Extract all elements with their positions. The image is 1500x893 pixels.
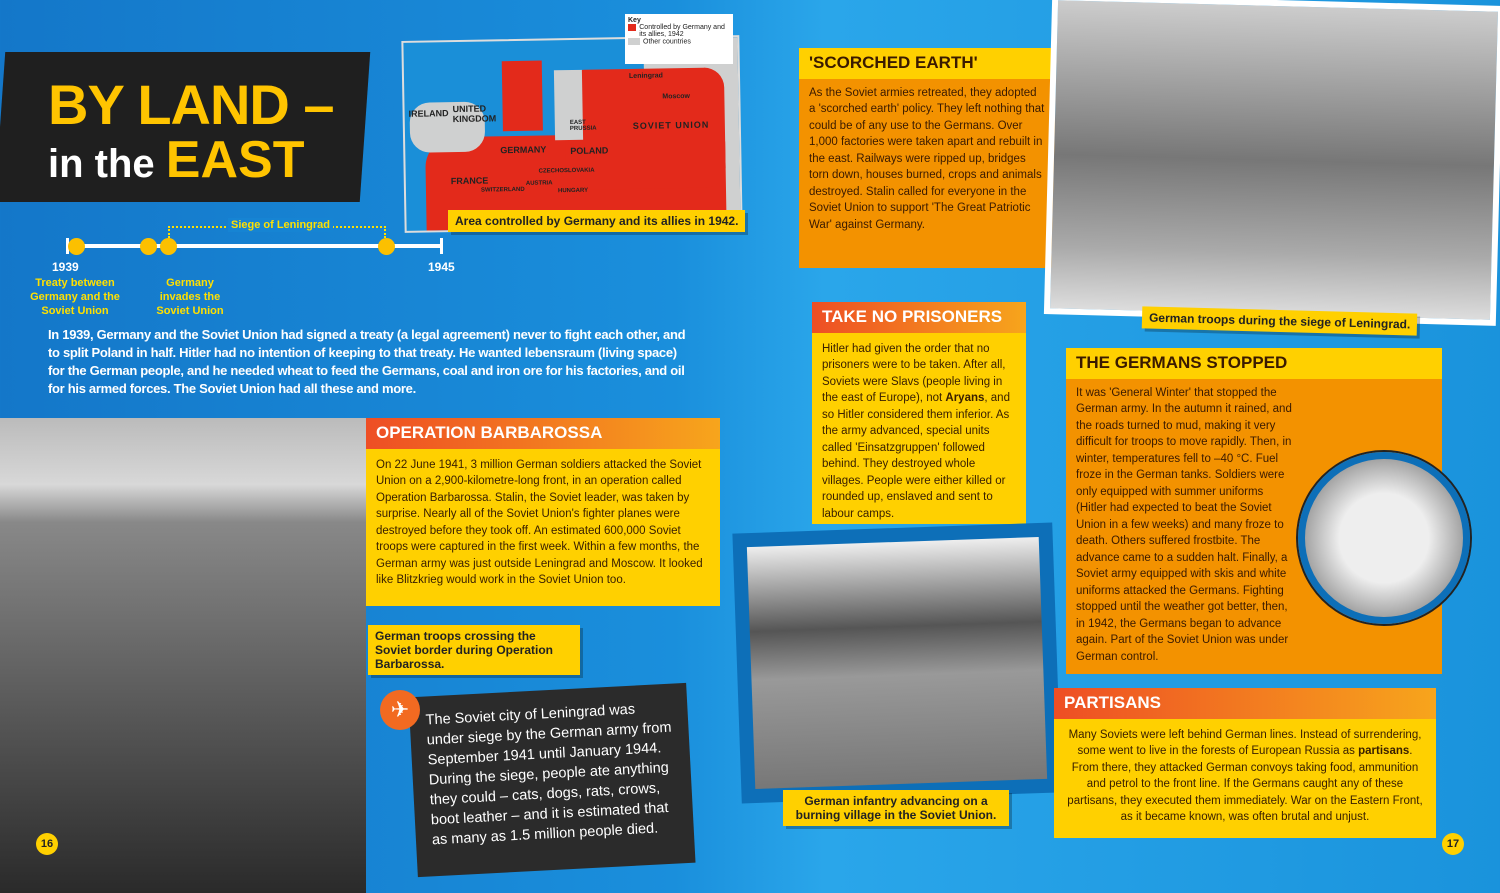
page-subtitle: in the EAST — [48, 131, 305, 189]
village-photo — [747, 537, 1047, 789]
prisoners-box: TAKE NO PRISONERS Hitler had given the order that no prisoners were to be taken. After all, Soviets were Slavs (people living in the east of Europe), not Aryans, and so Hitler considered them inferior. As the army advanced, special units called 'Einsatzgruppen' followed behind. They destroyed whole villages. People were either killed or rounded up, enslaved and sent to labour camps. — [812, 302, 1026, 524]
siege-photo — [1044, 0, 1500, 326]
siege-caption: German troops during the siege of Leningrad. — [1142, 306, 1418, 335]
other-swatch — [628, 38, 640, 45]
map-caption: Area controlled by Germany and its allies in 1942. — [448, 210, 745, 232]
map-key: Key Controlled by Germany and its allies, 1942 Other countries — [625, 14, 733, 64]
village-photo-frame — [732, 522, 1061, 803]
timeline-dot-1939 — [68, 238, 85, 255]
intro-paragraph: In 1939, Germany and the Soviet Union had signed a treaty (a legal agreement) never to fight each other, and to split Poland in half. Hitler had no intention of keeping to that treaty. He wanted lebensraum (living space) for the German people, and he needed wheat to feed the Germans, coal and iron ore for his factories, and oil for his armed forces. The Soviet Union had all these and more. — [48, 327, 686, 396]
barbarossa-box: OPERATION BARBAROSSA On 22 June 1941, 3 million German soldiers attacked the Soviet Union on a 2,900-kilometre-long front, in an operation called Operation Barbarossa. Stalin, the Soviet leader, was taken by surprise. Nearly all of the Soviet Union's fighter planes were destroyed before they took off. An estimated 600,000 Soviet troops were captured in the first week. Within a few months, the German army was just outside Leningrad and Moscow. It looked like Blitzkrieg would work in the Soviet Union too. — [366, 418, 720, 606]
page-title: BY LAND – — [48, 73, 334, 136]
germans-stopped-box: THE GERMANS STOPPED It was 'General Winter' that stopped the German army. In the autumn it rained, and the roads turned to mud, making it very difficult for troops to move rapidly. Then, in winter, temperatures fell to –40 °C. Fuel froze in the German tanks. Soldiers were only equipped with summer uniforms (Hitler had expected to beat the Soviet Union in a few weeks) and many froze to death. Others suffered frostbite. The advance came to a sudden halt. Finally, a Soviet army equipped with skis and white uniforms attacked the Germans. Fighting stopped until the weather got better, then, in 1942, the Germans began to advance again. Part of the Soviet Union was under German control. — [1066, 348, 1442, 674]
timeline-dot-1941 — [140, 238, 157, 255]
europe-map: IRELAND UNITED KINGDOM GERMANY POLAND FRANCE SWITZERLAND AUSTRIA CZECHOSLOVAKIA HUNGARY EAST PRUSSIA SOVIET UNION Leningrad Moscow — [401, 35, 742, 233]
page-number-right: 17 — [1442, 833, 1464, 855]
partisans-box: PARTISANS Many Soviets were left behind German lines. Instead of surrendering, some went to live in the forests of European Russia as partisans. From there, they attacked German convoys taking food, ammunition and petrol to the front line. If the Germans caught any of these partisans, they executed them immediately. War on the Eastern Front, as it became known, was often brutal and unjust. — [1054, 688, 1436, 838]
controlled-swatch — [628, 24, 636, 31]
ski-soldier-photo — [1298, 452, 1470, 624]
timeline-dot-siege-start — [160, 238, 177, 255]
fact-box: The Soviet city of Leningrad was under siege by the German army from September 1941 until January 1944. During the siege, people ate anything they could – cats, dogs, rats, crows, boot leather – and it is estimated that as many as 1.5 million people died. — [408, 683, 695, 877]
barbarossa-caption: German troops crossing the Soviet border during Operation Barbarossa. — [368, 625, 580, 675]
plane-icon: ✈ — [380, 690, 420, 730]
timeline-dot-siege-end — [378, 238, 395, 255]
scorched-earth-box: 'SCORCHED EARTH' As the Soviet armies retreated, they adopted a 'scorched earth' policy. They left nothing that could be of any use to the Germans. Over 1,000 factories were taken apart and rebuilt in the east. Railways were ripped up, bridges torn down, houses burned, crops and animals destroyed. Stalin called for everyone in the Soviet Union to support 'The Great Patriotic War' against Germany. — [799, 48, 1055, 268]
village-caption: German infantry advancing on a burning village in the Soviet Union. — [783, 790, 1009, 826]
page-number-left: 16 — [36, 833, 58, 855]
barbarossa-photo — [0, 418, 366, 893]
